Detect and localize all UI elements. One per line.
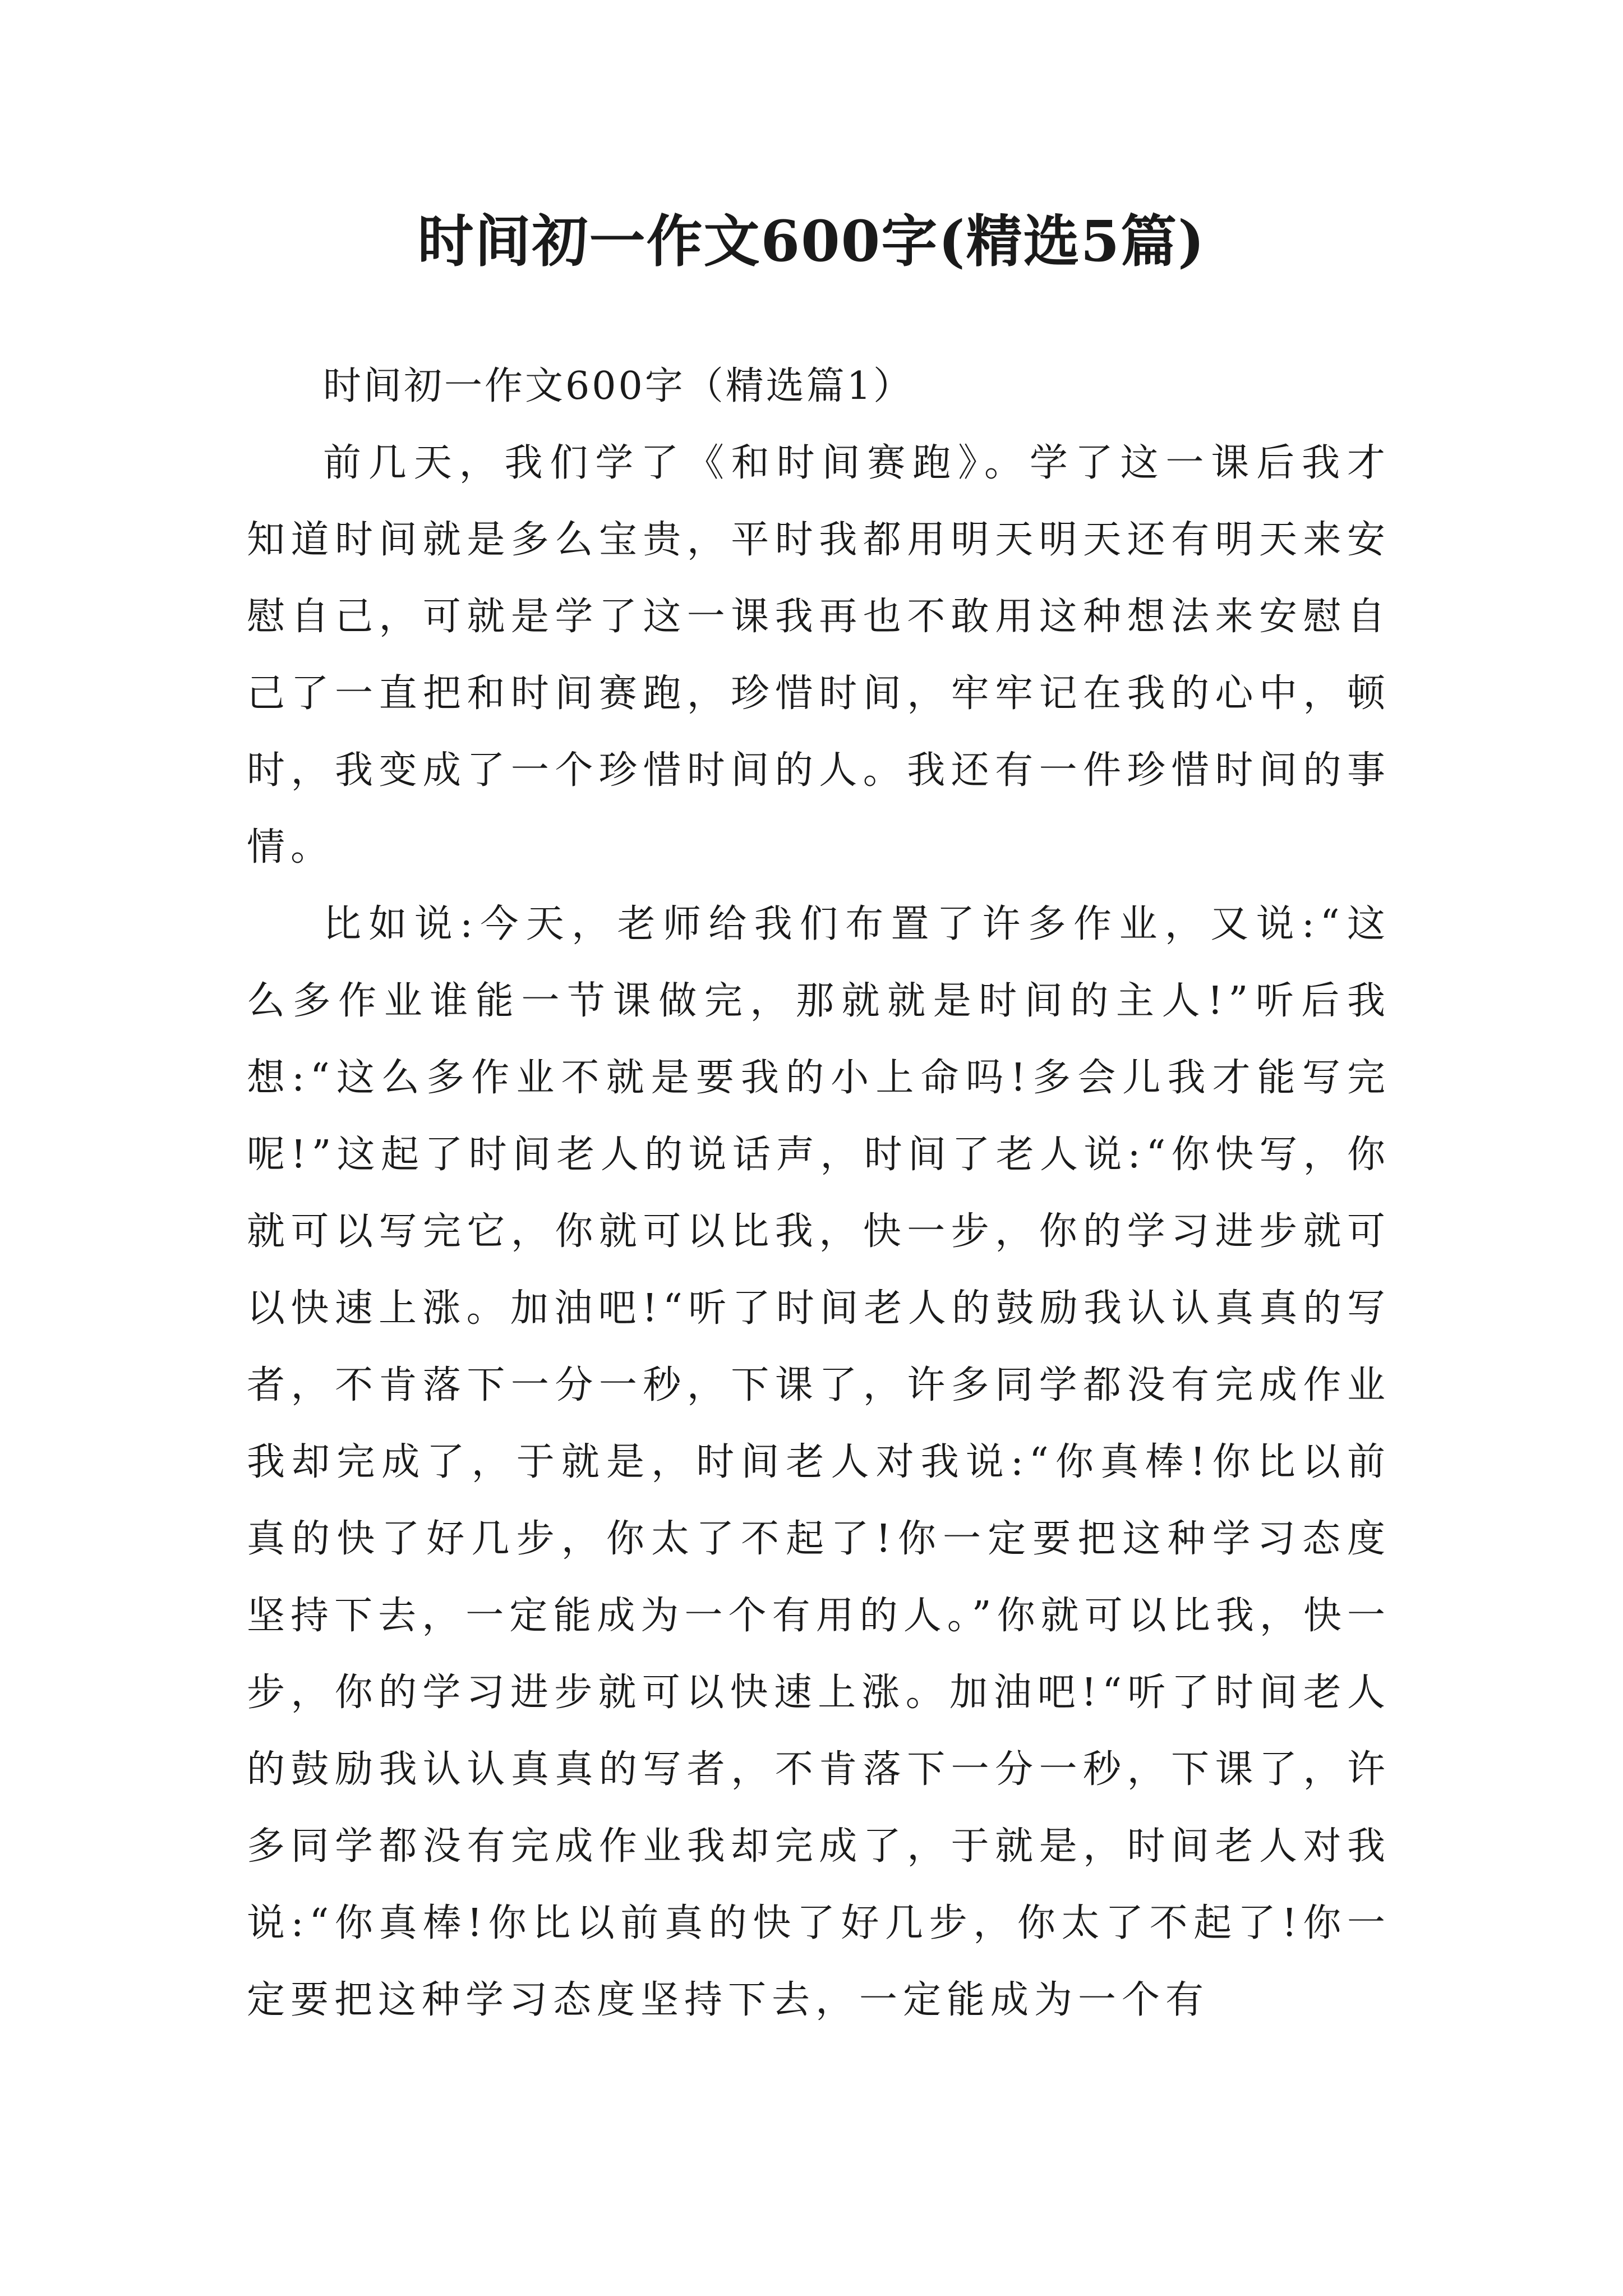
paragraph: 前几天，我们学了《和时间赛跑》。学了这一课后我才知道时间就是多么宝贵，平时我都用明天明天还有明天来安慰自己，可就是学了这一课我再也不敢用这种想法来安慰自己了一直把和时间赛跑，珍惜时间，牢牢记在我的心中，顿时，我变成了一个珍惜时间的人。我还有一件珍惜时间的事情。 <box>247 441 1391 869</box>
document-body <box>247 348 1391 2039</box>
paragraph: 比如说:今天，老师给我们布置了许多作业，又说:“这么多作业谁能一节课做完，那就就是时间的主人!”听后我想:“这么多作业不就是要我的小上命吗!多会儿我才能写完呢!”这起了时间老人的说话声，时间了老人说:“你快写，你就可以写完它，你就可以比我，快一步，你的学习进步就可以快速上涨。加油吧!“听了时间老人的鼓励我认认真真的写者，不肯落下一分一秒，下课了，许多同学都没有完成作业我却完成了，于就是，时间老人对我说:“你真棒!你比以前真的快了好几步，你太了不起了!你一定要把这种学习态度坚持下去，一定能成为一个有用的人。”你就可以比我，快一步，你的学习进步就可以快速上涨。加油吧!“听了时间老人的鼓励我认认真真的写者，不肯落下一分一秒，下课了，许多同学都没有完成作业我却完成了，于就是，时间老人对我说:“你真棒!你比以前真的快了好几步，你太了不起了!你一定要把这种学习态度坚持下去，一定能成为一个有 <box>247 902 1391 2022</box>
section-heading: 时间初一作文600字（精选篇1） <box>323 364 914 408</box>
document-title: 时间初一作文600字(精选5篇) <box>417 208 1206 274</box>
